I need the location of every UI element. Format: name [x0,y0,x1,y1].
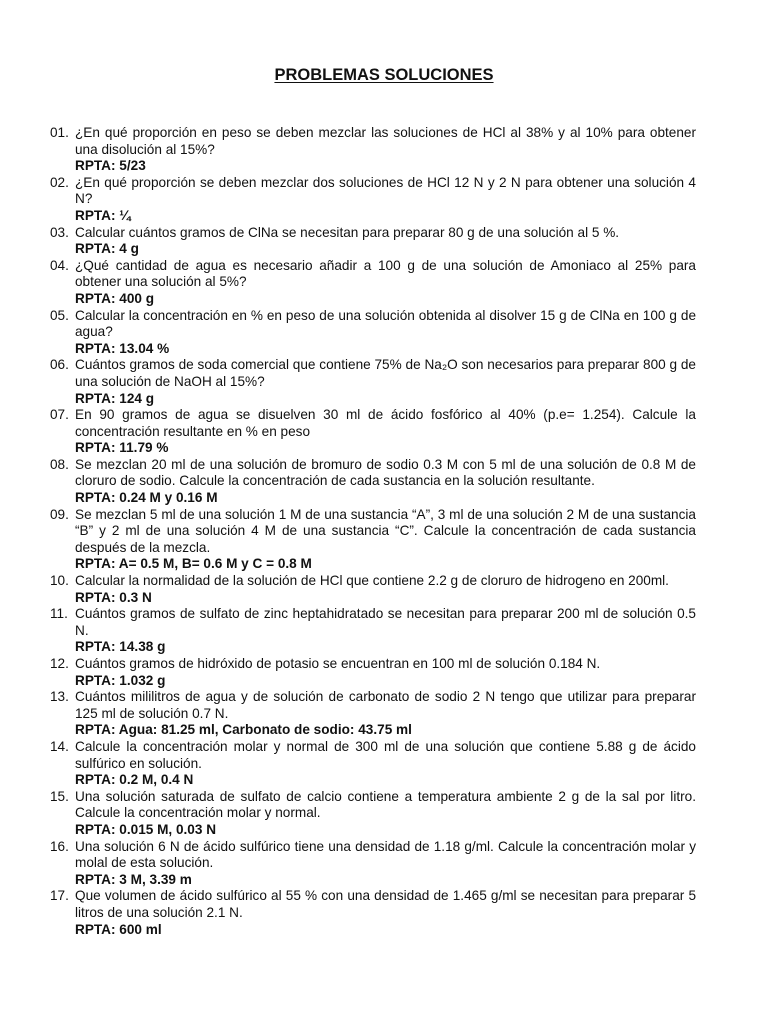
problem-answer: RPTA: 3 M, 3.39 m [75,871,192,887]
problem-answer: RPTA: 0.2 M, 0.4 N [75,772,194,788]
problem-item [50,573,696,606]
problem-question: Una solución 6 N de ácido sulfúrico tiene una densidad de 1.18 g/ml. Calcule la concentración molar y molal de esta solución. [75,838,696,871]
problem-question: ¿En qué proporción se deben mezclar dos soluciones de HCl 12 N y 2 N para obtener una solución 4 N? [75,174,696,207]
problem-answer: RPTA: 400 g [75,290,155,306]
problem-list [50,125,696,938]
problem-number: 09. [50,506,69,522]
problem-question: Cuántos gramos de soda comercial que contiene 75% de Na₂O son necesarios para preparar 800 g de una solución de NaOH al 15%? [75,357,696,389]
problem-item [50,308,696,358]
problem-question: Calcular la concentración en % en peso de una solución obtenida al disolver 15 g de ClNa en 100 g de agua? [75,307,696,340]
problem-answer: RPTA: Agua: 81.25 ml, Carbonato de sodio: 43.75 ml [75,722,412,738]
problem-answer: RPTA: 0.015 M, 0.03 N [75,821,217,837]
problem-answer: RPTA: ¼ [75,207,131,223]
problem-item [50,357,696,407]
problem-number: 17. [50,888,69,904]
problem-number: 16. [50,838,69,854]
problem-number: 07. [50,407,69,423]
problem-question: Calcular cuántos gramos de ClNa se necesitan para preparar 80 g de una solución al 5 %. [75,224,620,240]
problem-answer: RPTA: 0.24 M y 0.16 M [75,490,218,506]
problem-answer: RPTA: 13.04 % [75,340,170,356]
page-title: PROBLEMAS SOLUCIONES [274,66,494,84]
problem-question: Que volumen de ácido sulfúrico al 55 % con una densidad de 1.465 g/ml se necesitan para preparar 5 litros de una solución 2.1 N. [75,888,696,920]
problem-number: 02. [50,174,69,190]
problem-question: Se mezclan 5 ml de una solución 1 M de una sustancia “A”, 3 ml de una solución 2 M de una sustancia “B” y 2 ml de una solución 4 M de una sustancia “C”. Calcule la concentración de cada sustancia después de la mezcla. [75,506,696,555]
problem-item [50,507,696,573]
problem-question: Calcular la normalidad de la solución de HCl que contiene 2.2 g de cloruro de hidrogeno en 200ml. [75,573,669,589]
problem-item [50,125,696,175]
problem-question: Calcule la concentración molar y normal de 300 ml de una solución que contiene 5.88 g de ácido sulfúrico en solución. [75,738,696,771]
problem-question: Cuántos gramos de hidróxido de potasio se encuentran en 100 ml de solución 0.184 N. [75,656,601,671]
problem-question: Se mezclan 20 ml de una solución de bromuro de sodio 0.3 M con 5 ml de una solución de 0.8 M de cloruro de sodio. Calcule la concentración de cada sustancia en la solución resultante. [75,456,696,489]
problem-item [50,839,696,889]
problem-question: ¿Qué cantidad de agua es necesario añadir a 100 g de una solución de Amoniaco al 25% para obtener una solución al 5%? [75,257,696,290]
problem-number: 14. [50,738,69,754]
problem-question: Cuántos gramos de sulfato de zinc heptahidratado se necesitan para preparar 200 ml de solución 0.5 N. [75,606,696,638]
problem-question: Una solución saturada de sulfato de calcio contiene a temperatura ambiente 2 g de la sal por litro. Calcule la concentración molar y normal. [75,788,696,821]
problem-number: 11. [50,606,68,622]
problem-item [50,739,696,789]
problem-number: 03. [50,224,69,240]
problem-answer: RPTA: 14.38 g [75,639,166,655]
problem-item [50,888,696,938]
problem-answer: RPTA: 5/23 [75,158,146,174]
problem-number: 12. [50,656,69,671]
problem-number: 06. [50,357,69,373]
problem-item [50,789,696,839]
problem-item [50,457,696,507]
problem-answer: RPTA: 11.79 % [75,440,169,456]
problem-number: 13. [50,689,69,705]
problem-answer: RPTA: A= 0.5 M, B= 0.6 M y C = 0.8 M [75,556,312,572]
problem-number: 10. [50,573,69,589]
problem-item [50,175,696,225]
problem-answer: RPTA: 0.3 N [75,589,152,605]
problem-question: En 90 gramos de agua se disuelven 30 ml de ácido fosfórico al 40% (p.e= 1.254). Calcule la concentración resultante en % en peso [75,407,696,439]
problem-item [50,606,696,656]
problem-item [50,225,696,258]
problem-item [50,258,696,308]
problem-answer: RPTA: 600 ml [75,921,162,937]
problem-answer: RPTA: 4 g [75,241,139,257]
problem-number: 15. [50,788,69,804]
problem-number: 01. [50,125,69,140]
problem-item [50,689,696,739]
problem-answer: RPTA: 1.032 g [75,672,166,688]
problem-number: 04. [50,257,69,273]
problem-answer: RPTA: 124 g [75,390,155,406]
problem-item [50,656,696,689]
problem-item [50,407,696,457]
problem-number: 08. [50,456,69,472]
problem-question: Cuántos mililitros de agua y de solución de carbonato de sodio 2 N tengo que utilizar para preparar 125 ml de solución 0.7 N. [75,689,696,721]
problem-question: ¿En qué proporción en peso se deben mezclar las soluciones de HCl al 38% y al 10% para obtener una disolución al 15%? [75,125,696,157]
problem-number: 05. [50,307,69,323]
